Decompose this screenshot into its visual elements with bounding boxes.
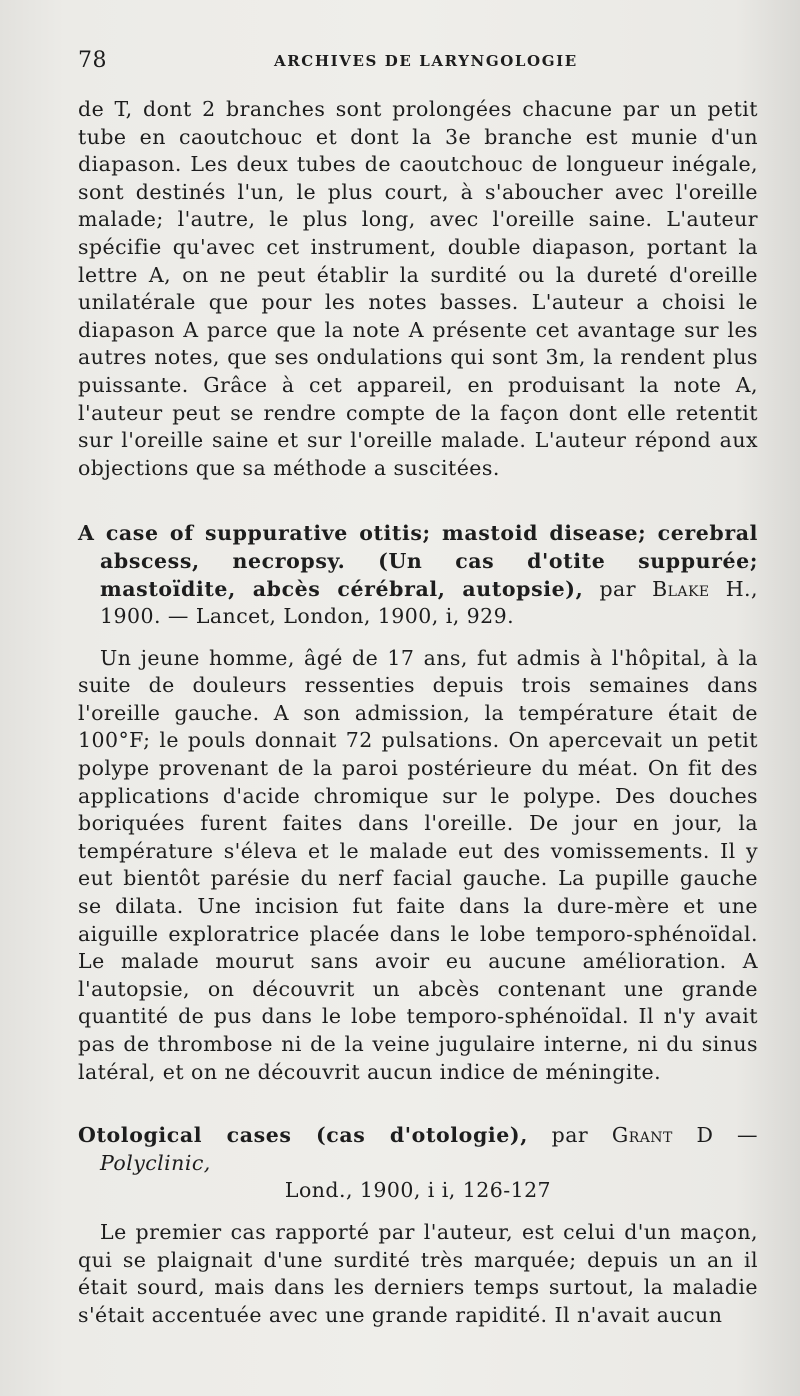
article-reference: , 1900. — Lancet, London, 1900, i, 929. <box>100 576 758 629</box>
author-name: Grant D <box>611 1123 714 1148</box>
author-name: Blake H. <box>652 576 752 601</box>
dash-text: — <box>713 1123 759 1148</box>
page-number: 78 <box>78 48 107 73</box>
by-text: par <box>583 576 653 601</box>
article-title: A case of suppurative otitis; mastoid disease; cerebral abscess, necropsy. (Un cas d'otite suppurée; mastoïdite, abcès cérébral, autopsie), <box>78 521 758 601</box>
section-heading-grant <box>78 1122 758 1177</box>
article-title: Otological cases (cas d'otologie), <box>78 1123 528 1148</box>
journal-name: Polyclinic, <box>100 1150 211 1175</box>
article-body-blake: Un jeune homme, âgé de 17 ans, fut admis à l'hôpital, à la suite de douleurs ressenties depuis trois semaines dans l'oreille gauche. A son admission, la température était de 100°F; le pouls donnait 72 pulsations. On apercevait un petit polype provenant de la paroi postérieure du méat. On fit des applications d'acide chromique sur le polype. Des douches boriquées furent faites dans l'oreille. De jour en jour, la température s'éleva et le malade eut des vomissements. Il y eut bientôt parésie du nerf facial gauche. La pupille gauche se dilata. Une incision fut faite dans la dure-mère et une aiguille exploratrice placée dans le lobe temporo-sphénoïdal. Le malade mourut sans avoir eu aucune amélioration. A l'autopsie, on découvrit un abcès contenant une grande quantité de pus dans le lobe temporo-sphénoïdal. Il n'y avait pas de thrombose ni de la veine jugulaire interne, ni du sinus latéral, et on ne découvrit aucun indice de méningite. <box>78 645 758 1084</box>
page-header <box>78 48 758 78</box>
section-heading-blake <box>78 520 758 630</box>
running-title: ARCHIVES DE LARYNGOLOGIE <box>274 52 578 70</box>
by-text: par <box>527 1123 612 1148</box>
article-reference: Lond., 1900, i i, 126-127 <box>284 1178 552 1203</box>
page-body <box>78 96 758 1329</box>
paragraph-continued: de T, dont 2 branches sont prolongées chacune par un petit tube en caoutchouc et dont la 3e branche est munie d'un diapason. Les deux tubes de caoutchouc de longueur inégale, sont destinés l'un, le plus court, à s'aboucher avec l'oreille malade; l'autre, le plus long, avec l'oreille saine. L'auteur spécifie qu'avec cet instrument, double diapason, portant la lettre A, on ne peut établir la surdité ou la dureté d'oreille unilatérale que pour les notes basses. L'auteur a choisi le diapason A parce que la note A présente cet avantage sur les autres notes, que ses ondulations qui sont 3m, la rendent plus puissante. Grâce à cet appareil, en produisant la note A, l'auteur peut se rendre compte de la façon dont elle retentit sur l'oreille saine et sur l'oreille malade. L'auteur répond aux objections que sa méthode a suscitées. <box>78 97 758 480</box>
article-body-grant: Le premier cas rapporté par l'auteur, est celui d'un maçon, qui se plaignait d'une surdité très marquée; depuis un an il était sourd, mais dans les derniers temps surtout, la maladie s'était accentuée avec une grande rapidité. Il n'avait aucun <box>78 1219 758 1327</box>
